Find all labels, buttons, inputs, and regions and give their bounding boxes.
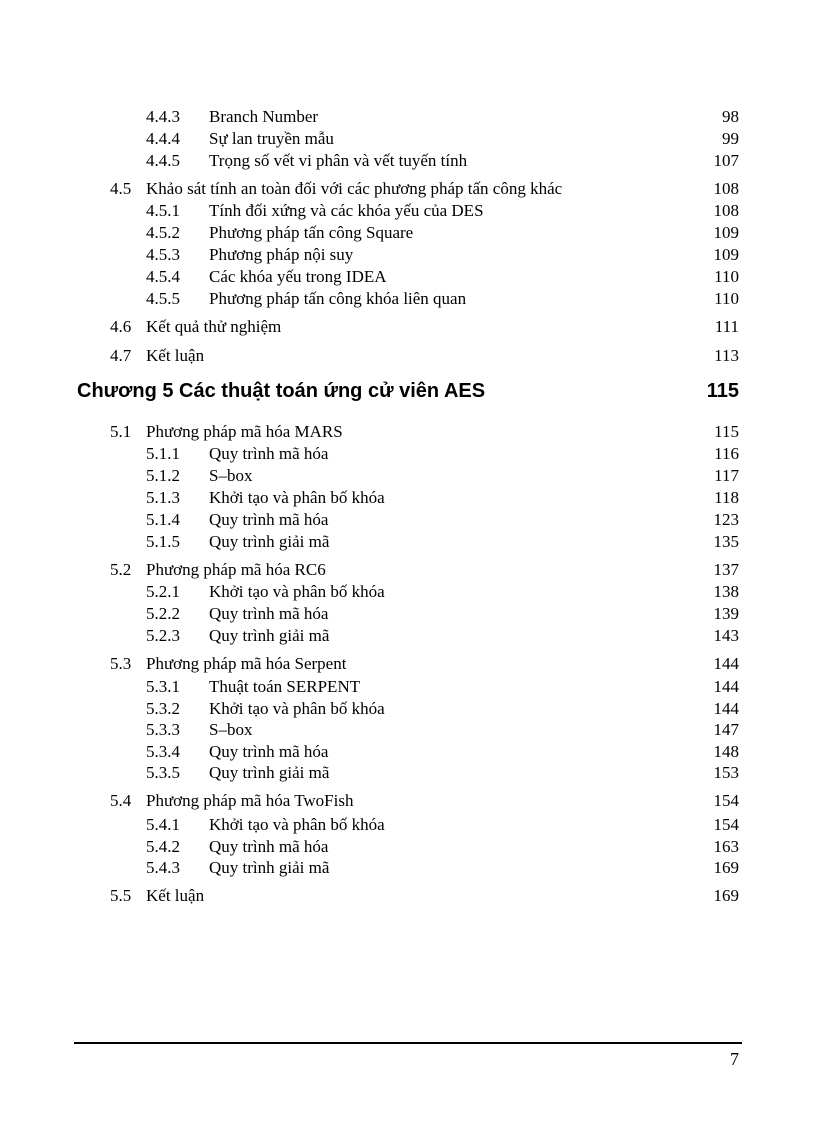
- toc-chapter-5: [0, 377, 816, 405]
- toc-entry-4-5-4: [0, 266, 816, 288]
- entry-title: Phương pháp tấn công khóa liên quan: [209, 289, 467, 308]
- toc-entry-5-4-1: [0, 814, 816, 836]
- entry-page: 144: [713, 677, 739, 696]
- entry-page: 154: [713, 791, 739, 810]
- footer-rule: [74, 1042, 742, 1044]
- entry-title: Tính đối xứng và các khóa yếu của DES: [209, 201, 484, 220]
- entry-number: 4.5.1: [146, 201, 180, 220]
- toc-entry-4-4-3: [0, 106, 816, 128]
- toc-entry-4-5-5: [0, 288, 816, 310]
- entry-title: Kết quả thử nghiệm: [146, 317, 282, 336]
- entry-number: 4.5: [110, 179, 132, 198]
- entry-number: 5.1.3: [146, 488, 180, 507]
- toc-entry-5-2: [0, 559, 816, 581]
- toc-entry-5-1-4: [0, 509, 816, 531]
- entry-title: Kết luận: [146, 346, 205, 365]
- entry-title: Quy trình mã hóa: [209, 444, 329, 463]
- entry-page: 113: [714, 346, 739, 365]
- toc-entry-4-7: [0, 345, 816, 367]
- toc-entry-5-1-3: [0, 487, 816, 509]
- entry-number: 5.3.5: [146, 763, 180, 782]
- entry-page: 109: [713, 223, 739, 242]
- toc-entry-5-2-1: [0, 581, 816, 603]
- entry-number: 4.5.3: [146, 245, 180, 264]
- entry-title: Phương pháp mã hóa RC6: [146, 560, 326, 579]
- entry-page: 108: [713, 201, 739, 220]
- entry-page: 107: [713, 151, 739, 170]
- entry-page: 99: [722, 129, 739, 148]
- toc-entry-5-3: [0, 653, 816, 675]
- entry-number: 4.4.5: [146, 151, 180, 170]
- toc-entry-5-1-2: [0, 465, 816, 487]
- toc-entry-5-1: [0, 421, 816, 443]
- entry-number: 5.2.2: [146, 604, 180, 623]
- entry-page: 148: [713, 742, 739, 761]
- entry-title: Phương pháp mã hóa MARS: [146, 422, 343, 441]
- toc-entry-5-4-2: [0, 836, 816, 858]
- toc-entry-4-4-4: [0, 128, 816, 150]
- entry-page: 110: [714, 267, 739, 286]
- entry-number: 5.3: [110, 654, 132, 673]
- entry-number: 5.4: [110, 791, 132, 810]
- entry-number: 4.7: [110, 346, 132, 365]
- entry-page: 123: [713, 510, 739, 529]
- entry-number: 4.5.4: [146, 267, 180, 286]
- entry-number: 5.5: [110, 886, 132, 905]
- chapter-title: Chương 5 Các thuật toán ứng cử viên AES: [77, 380, 486, 402]
- entry-title: Sự lan truyền mẫu: [209, 129, 334, 148]
- toc-entry-5-1-5: [0, 531, 816, 553]
- entry-title: Quy trình mã hóa: [209, 742, 329, 761]
- entry-number: 5.1.4: [146, 510, 180, 529]
- entry-title: Khởi tạo và phân bố khóa: [209, 815, 385, 834]
- entry-number: 5.1: [110, 422, 132, 441]
- entry-number: 4.5.5: [146, 289, 180, 308]
- toc-entry-4-5-1: [0, 200, 816, 222]
- entry-number: 5.1.5: [146, 532, 180, 551]
- entry-title: Branch Number: [209, 107, 319, 126]
- entry-number: 4.4.4: [146, 129, 180, 148]
- entry-number: 5.1.1: [146, 444, 180, 463]
- entry-title: Quy trình mã hóa: [209, 837, 329, 856]
- entry-number: 5.2.3: [146, 626, 180, 645]
- entry-title: Khởi tạo và phân bố khóa: [209, 699, 385, 718]
- toc-entry-5-4: [0, 790, 816, 812]
- entry-title: Phương pháp mã hóa Serpent: [146, 654, 347, 673]
- entry-page: 108: [713, 179, 739, 198]
- entry-title: Thuật toán SERPENT: [209, 677, 361, 696]
- entry-number: 5.4.2: [146, 837, 180, 856]
- entry-page: 169: [713, 886, 739, 905]
- entry-title: Các khóa yếu trong IDEA: [209, 267, 387, 286]
- toc-entry-5-4-3: [0, 857, 816, 879]
- toc-entry-4-5-3: [0, 244, 816, 266]
- entry-number: 5.3.4: [146, 742, 180, 761]
- entry-title: Quy trình giải mã: [209, 858, 330, 877]
- entry-title: Quy trình mã hóa: [209, 510, 329, 529]
- entry-title: Khởi tạo và phân bố khóa: [209, 488, 385, 507]
- entry-title: Phương pháp mã hóa TwoFish: [146, 791, 354, 810]
- entry-page: 144: [713, 699, 739, 718]
- entry-number: 5.1.2: [146, 466, 180, 485]
- entry-page: 116: [714, 444, 739, 463]
- entry-number: 5.3.2: [146, 699, 180, 718]
- entry-number: 4.6: [110, 317, 132, 336]
- entry-page: 110: [714, 289, 739, 308]
- entry-page: 139: [713, 604, 739, 623]
- toc-entry-4-5: [0, 178, 816, 200]
- entry-title: Phương pháp nội suy: [209, 245, 354, 264]
- entry-page: 154: [713, 815, 739, 834]
- entry-number: 4.5.2: [146, 223, 180, 242]
- toc-entry-5-3-1: [0, 676, 816, 698]
- entry-title: S–box: [209, 466, 253, 485]
- entry-page: 111: [714, 317, 739, 336]
- entry-page: 143: [713, 626, 739, 645]
- entry-number: 4.4.3: [146, 107, 180, 126]
- toc-entry-4-5-2: [0, 222, 816, 244]
- toc-entry-5-1-1: [0, 443, 816, 465]
- entry-title: S–box: [209, 720, 253, 739]
- entry-title: Quy trình mã hóa: [209, 604, 329, 623]
- entry-title: Quy trình giải mã: [209, 532, 330, 551]
- toc-entry-4-4-5: [0, 150, 816, 172]
- entry-page: 144: [713, 654, 739, 673]
- toc-entry-5-3-3: [0, 719, 816, 741]
- toc-entry-4-6: [0, 316, 816, 338]
- entry-title: Trọng số vết vi phân và vết tuyến tính: [209, 151, 468, 170]
- entry-page: 153: [713, 763, 739, 782]
- chapter-page: 115: [706, 380, 739, 402]
- page-number: 7: [730, 1049, 739, 1069]
- entry-title: Khởi tạo và phân bố khóa: [209, 582, 385, 601]
- entry-page: 137: [713, 560, 739, 579]
- entry-title: Phương pháp tấn công Square: [209, 223, 414, 242]
- entry-page: 147: [713, 720, 739, 739]
- toc-entry-5-3-2: [0, 698, 816, 720]
- entry-number: 5.3.1: [146, 677, 180, 696]
- entry-title: Quy trình giải mã: [209, 763, 330, 782]
- toc-entry-5-2-3: [0, 625, 816, 647]
- entry-number: 5.4.3: [146, 858, 180, 877]
- entry-page: 163: [713, 837, 739, 856]
- entry-page: 109: [713, 245, 739, 264]
- entry-number: 5.2.1: [146, 582, 180, 601]
- entry-page: 135: [713, 532, 739, 551]
- entry-title: Kết luận: [146, 886, 205, 905]
- entry-title: Khảo sát tính an toàn đối với các phương pháp tấn công khác: [146, 179, 563, 198]
- entry-title: Quy trình giải mã: [209, 626, 330, 645]
- entry-page: 118: [714, 488, 739, 507]
- entry-page: 169: [713, 858, 739, 877]
- toc-entry-5-5: [0, 885, 816, 907]
- entry-page: 98: [722, 107, 739, 126]
- entry-number: 5.4.1: [146, 815, 180, 834]
- entry-page: 117: [714, 466, 739, 485]
- entry-number: 5.2: [110, 560, 132, 579]
- entry-number: 5.3.3: [146, 720, 180, 739]
- toc-entry-5-3-5: [0, 762, 816, 784]
- entry-page: 138: [713, 582, 739, 601]
- entry-page: 115: [714, 422, 739, 441]
- toc-entry-5-2-2: [0, 603, 816, 625]
- toc-entry-5-3-4: [0, 741, 816, 763]
